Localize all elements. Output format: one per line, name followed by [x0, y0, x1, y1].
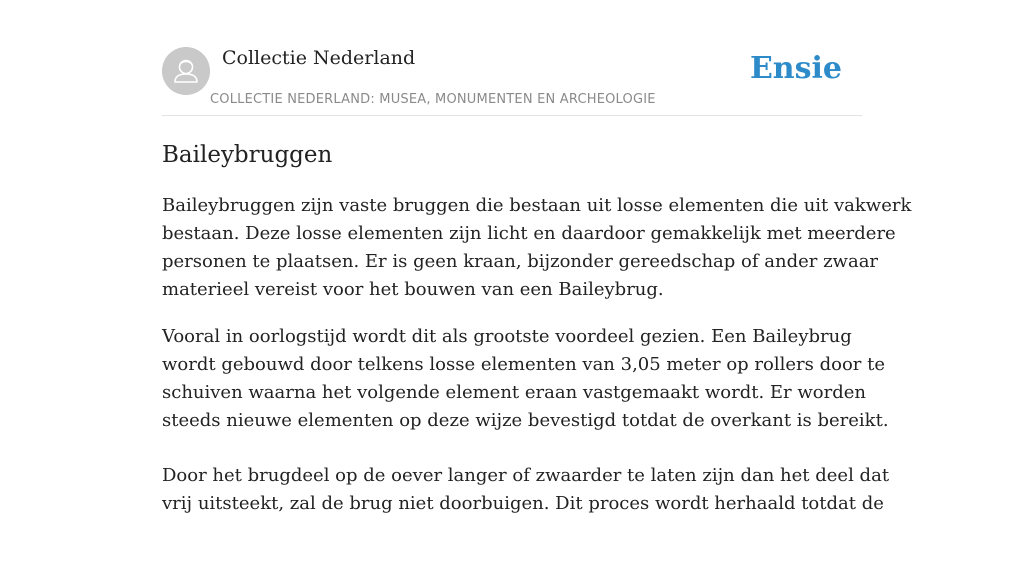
article-body — [162, 192, 912, 574]
paragraph — [162, 323, 889, 435]
paragraph-line: materieel vereist voor het bouwen van een Baileybrug. — [162, 279, 664, 300]
paragraph — [162, 462, 890, 574]
user-avatar-icon[interactable] — [162, 47, 210, 95]
paragraph-line: steeds nieuwe elementen op deze wijze bevestigd totdat de overkant is bereikt. — [162, 410, 889, 431]
collection-link[interactable]: COLLECTIE NEDERLAND: MUSEA, MONUMENTEN EN ARCHEOLOGIE — [210, 92, 656, 107]
article-page — [162, 0, 912, 514]
paragraph-line: Baileybruggen zijn vaste bruggen die bestaan uit losse elementen die uit vakwerk — [162, 195, 912, 216]
paragraph-line: Vooral in oorlogstijd wordt dit als grootste voordeel gezien. Een Baileybrug — [162, 326, 852, 347]
paragraph-line: wordt gebouwd door telkens losse elementen van 3,05 meter op rollers door te — [162, 354, 886, 375]
paragraph-line: schuiven waarna het volgende element eraan vastgemaakt wordt. Er worden — [162, 382, 866, 403]
author-name[interactable]: Collectie Nederland — [222, 47, 416, 69]
brand-logo[interactable]: Ensie — [749, 51, 842, 86]
paragraph-line: personen te plaatsen. Er is geen kraan, bijzonder gereedschap of ander zwaar — [162, 251, 879, 272]
paragraph-line: vrij uitsteekt, zal de brug niet doorbuigen. Dit proces wordt herhaald totdat de — [162, 493, 884, 514]
paragraph-line: bestaan. Deze losse elementen zijn licht en daardoor gemakkelijk met meerdere — [162, 223, 896, 244]
page-header — [162, 0, 862, 116]
paragraph-line: Door het brugdeel op de oever langer of zwaarder te laten zijn dan het deel dat — [162, 465, 890, 486]
article-title: Baileybruggen — [162, 142, 333, 168]
paragraph — [162, 192, 912, 304]
